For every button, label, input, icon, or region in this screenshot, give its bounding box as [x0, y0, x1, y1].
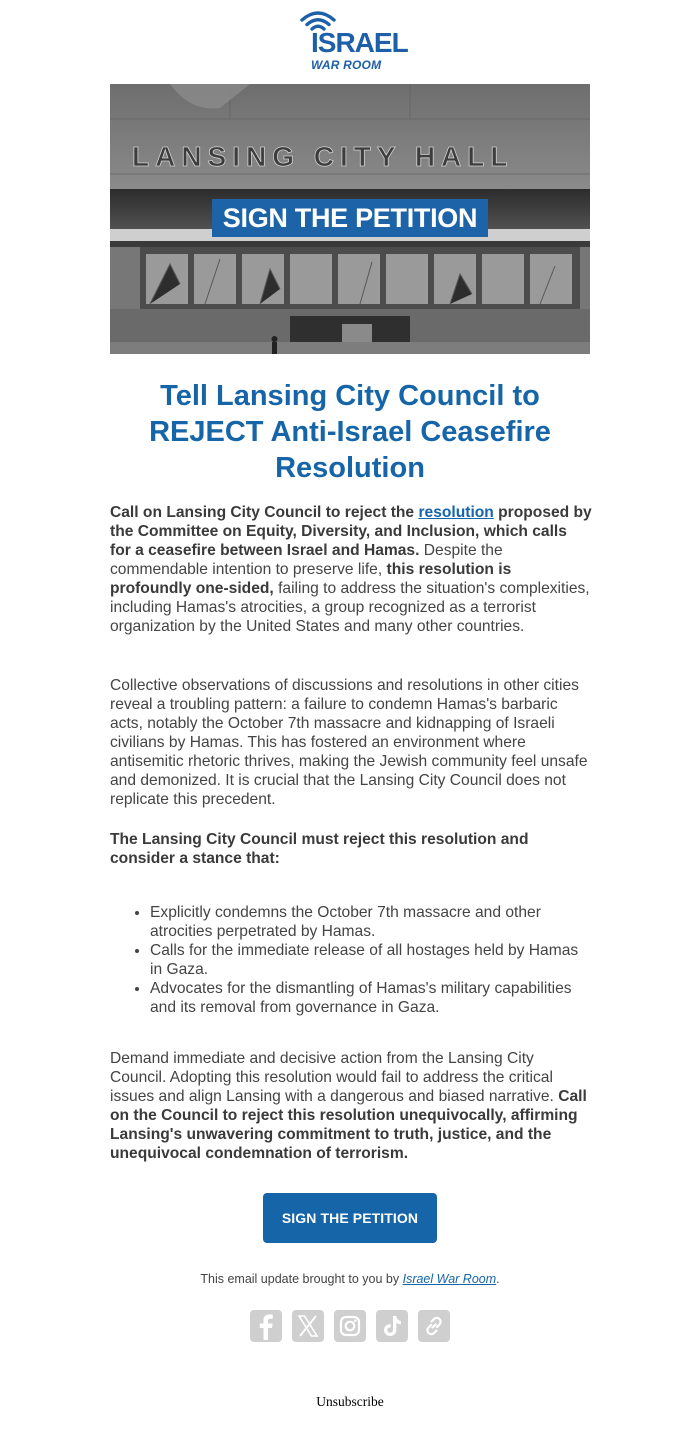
facebook-icon[interactable] — [250, 1310, 282, 1342]
list-item: • Calls for the immediate release of all hostages held by Hamas in Gaza. — [150, 941, 592, 979]
list-item: • Advocates for the dismantling of Hamas's military capabilities and its removal from governance in Gaza. — [150, 979, 592, 1017]
closing-bold: Call on the Council to reject this resolution unequivocally, affirming Lansing's unwavering commitment to truth, justice, and the unequivocal condemnation of terrorism. — [110, 1088, 587, 1162]
hero-image[interactable] — [110, 84, 590, 354]
intro-text-1: Despite the commendable intention to preserve life, — [110, 542, 503, 578]
closing-text: Demand immediate and decisive action from the Lansing City Council. Adopting this resolution would fail to address the critical issues and align Lansing with a dangerous and biased narrative. — [110, 1050, 559, 1105]
list-item: • Explicitly condemns the October 7th massacre and other atrocities perpetrated by Hamas. — [150, 903, 592, 941]
stance-heading — [110, 830, 592, 868]
logo-text-war-room: WAR ROOM — [311, 58, 382, 72]
stance-heading-text: The Lansing City Council must reject this resolution and consider a stance that: — [110, 831, 529, 867]
x-icon[interactable] — [292, 1310, 324, 1342]
unsubscribe-link[interactable]: Unsubscribe — [316, 1394, 384, 1409]
israel-war-room-link[interactable]: Israel War Room — [402, 1272, 497, 1286]
tiktok-icon[interactable] — [376, 1310, 408, 1342]
stance-list — [110, 903, 592, 1017]
social-links — [250, 1310, 450, 1342]
intro-text-2: failing to address the situation's complexities, including Hamas's atrocities, a group recognized as a terrorist organization by the United States and many other countries. — [110, 580, 590, 635]
observations-paragraph: Collective observations of discussions and resolutions in other cities reveal a troubling pattern: a failure to condemn Hamas's barbaric acts, notably the October 7th massacre and kidnapping of Israeli civilians by Hamas. This has fostered an environment where antisemitic rhetoric thrives, making the Jewish community feel unsafe and demonized. It is crucial that the Lansing City Council does not replicate this precedent. — [110, 677, 588, 808]
sign-petition-button[interactable]: SIGN THE PETITION — [263, 1193, 437, 1243]
intro-bold-lead: Call on Lansing City Council to reject the — [110, 504, 419, 521]
footer-note — [0, 1272, 700, 1286]
intro-bold-2: this resolution is profoundly one-sided, — [110, 561, 512, 597]
israel-war-room-logo[interactable] — [296, 8, 408, 72]
link-icon[interactable] — [418, 1310, 450, 1342]
logo-text-israel: ISRAEL — [311, 27, 408, 58]
building-lettering: LANSING CITY HALL — [132, 141, 514, 172]
intro-paragraph — [110, 503, 592, 636]
page-title: Tell Lansing City Council to REJECT Anti-Israel Ceasefire Resolution — [149, 380, 551, 484]
resolution-link[interactable]: resolution — [418, 504, 494, 521]
intro-bold-lead-2: proposed by the Committee on Equity, Diversity, and Inclusion, which calls for a ceasefire between Israel and Hamas. — [110, 504, 592, 559]
footer-prefix: This email update brought to you by — [200, 1272, 403, 1286]
closing-paragraph — [110, 1049, 592, 1163]
footer-suffix: . — [496, 1272, 500, 1286]
instagram-icon[interactable] — [334, 1310, 366, 1342]
hero-sign-petition-banner: SIGN THE PETITION — [212, 199, 488, 237]
